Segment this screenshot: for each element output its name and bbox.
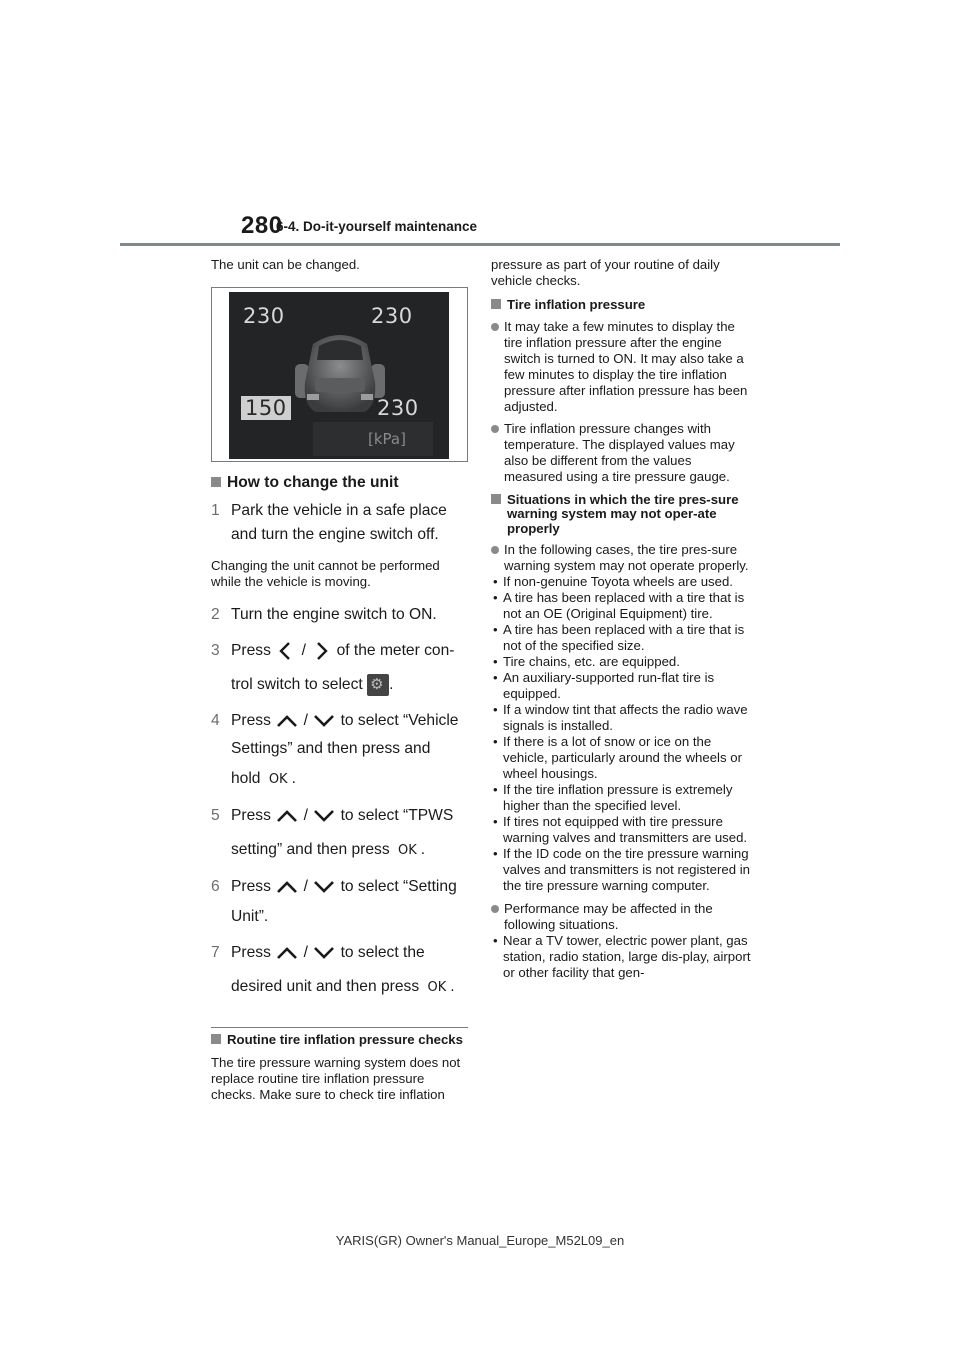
list-item: • If there is a lot of snow or ice on the vehicle, particularly around the wheels or wheel housings. — [493, 734, 742, 781]
front-right-pressure: 230 — [371, 304, 413, 328]
performance-list — [491, 933, 753, 981]
chevron-left-icon — [275, 640, 297, 662]
round-bullet-icon — [491, 546, 499, 554]
step-3: 3 Press / of the meter con- trol switch to select ⚙ . — [211, 640, 471, 696]
chevron-up-icon — [275, 945, 299, 961]
chevron-up-icon — [275, 879, 299, 895]
step-6: 6 Press / to select “Setting Unit”. — [211, 878, 457, 926]
list-item: • If the ID code on the tire pressure warning valves and transmitters is not registered in the tire pressure warning computer. — [493, 846, 751, 893]
front-left-pressure: 230 — [243, 304, 285, 328]
step-7: 7 Press / to select the desired unit and then press OK . — [211, 944, 455, 996]
performance-intro: Performance may be affected in the following situations. — [491, 901, 753, 933]
round-bullet-icon — [491, 905, 499, 913]
chevron-down-icon — [312, 713, 336, 729]
ok-button-symbol: OK — [268, 772, 288, 788]
ok-button-symbol: OK — [427, 980, 447, 996]
list-item: • A tire has been replaced with a tire that is not of the specified size. — [493, 622, 745, 653]
square-bullet-icon — [211, 477, 221, 487]
continued-text: pressure as part of your routine of daily vehicle checks. — [491, 257, 720, 288]
chevron-down-icon — [312, 945, 336, 961]
list-item: • Near a TV tower, electric power plant, gas station, radio station, large dis-play, airport or other facility that gen- — [493, 933, 751, 980]
situations-heading: Situations in which the tire pres-sure warning system may not oper-ate properly — [491, 493, 753, 537]
header-divider — [120, 243, 840, 246]
situations-list — [491, 574, 753, 894]
step-5: 5 Press / to select “TPWS setting” and then press OK . — [211, 807, 454, 859]
list-item: • Tire chains, etc. are equipped. — [493, 654, 680, 669]
pressure-unit: [kPa] — [368, 430, 406, 448]
chevron-up-icon — [275, 713, 299, 729]
tip-2: Tire inflation pressure changes with temperature. The displayed values may also be different from the values measured using a tire pressure gauge. — [491, 421, 753, 485]
step-2: 2 Turn the engine switch to ON. — [211, 606, 437, 623]
how-to-heading: How to change the unit — [211, 474, 471, 492]
ok-button-symbol: OK — [397, 843, 417, 859]
routine-text: The tire pressure warning system does not replace routine tire inflation pressure checks. Make sure to check tire inflation — [211, 1054, 461, 1102]
list-item: • A tire has been replaced with a tire that is not an OE (Original Equipment) tire. — [493, 590, 745, 621]
section-title: 6-4. Do-it-yourself maintenance — [276, 219, 478, 234]
tip-1: It may take a few minutes to display the tire inflation pressure after the engine switch is turned to ON. It may also take a few minutes to display the tire inflation pressure after inflation pressure has been adjusted. — [491, 319, 753, 415]
step-1: 1 Park the vehicle in a safe place and turn the engine switch off. — [211, 502, 447, 543]
left-column — [211, 257, 471, 1103]
square-bullet-icon — [211, 1034, 221, 1044]
rear-left-pressure: 150 — [241, 396, 291, 420]
right-column — [491, 257, 753, 981]
section-divider — [211, 1027, 468, 1028]
routine-heading: Routine tire inflation pressure checks — [211, 1033, 471, 1048]
page-number: 280 — [241, 212, 283, 239]
list-item: • If non-genuine Toyota wheels are used. — [493, 574, 733, 589]
list-item: • If the tire inflation pressure is extremely higher than the specified level. — [493, 782, 733, 813]
step-1-note: Changing the unit cannot be performed while the vehicle is moving. — [211, 558, 440, 589]
square-bullet-icon — [491, 299, 501, 309]
intro-text: The unit can be changed. — [211, 257, 360, 272]
square-bullet-icon — [491, 494, 501, 504]
chevron-up-icon — [275, 808, 299, 824]
round-bullet-icon — [491, 425, 499, 433]
rear-right-pressure: 230 — [377, 396, 419, 420]
tire-pressure-figure — [211, 287, 468, 462]
chevron-down-icon — [312, 879, 336, 895]
settings-gear-icon — [367, 674, 389, 696]
list-item: • If tires not equipped with tire pressure warning valves and transmitters are used. — [493, 814, 748, 845]
step-4: 4 Press / to select “Vehicle Settings” and then press and hold OK . — [211, 712, 459, 788]
situations-intro: In the following cases, the tire pres-sure warning system may not operate properly. — [491, 542, 753, 574]
page-footer: YARIS(GR) Owner's Manual_Europe_M52L09_en — [335, 1233, 625, 1248]
meter-display — [229, 292, 449, 459]
chevron-down-icon — [312, 808, 336, 824]
chevron-right-icon — [310, 640, 332, 662]
list-item: • If a window tint that affects the radio wave signals is installed. — [493, 702, 748, 733]
list-item: • An auxiliary-supported run-flat tire is equipped. — [493, 670, 715, 701]
round-bullet-icon — [491, 323, 499, 331]
tip-heading: Tire inflation pressure — [491, 298, 753, 313]
